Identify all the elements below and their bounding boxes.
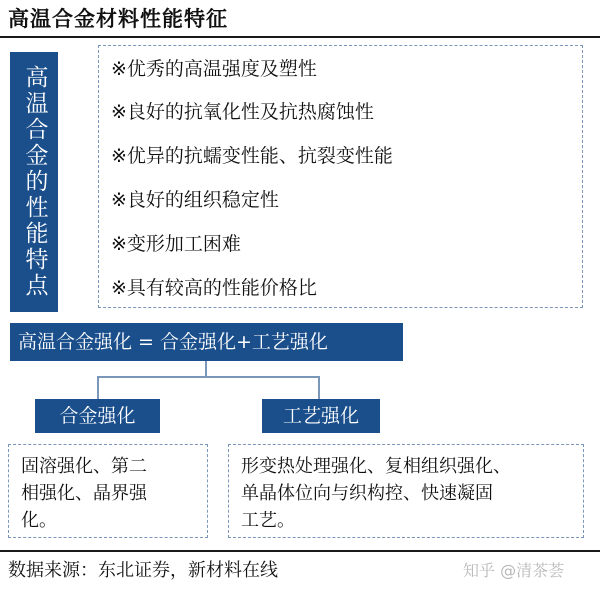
vertical-label-text: 高温合金的性能特点 bbox=[21, 65, 48, 299]
source-note: 数据来源：东北证券，新材料在线 bbox=[8, 560, 278, 581]
feature-item: ※优秀的高温强度及塑性 bbox=[111, 58, 317, 80]
features-box bbox=[98, 45, 583, 308]
process-strengthening-details bbox=[228, 444, 584, 538]
alloy-strengthening-details bbox=[8, 444, 208, 538]
detail-line: 相强化、晶界强 bbox=[21, 483, 147, 504]
footer-divider bbox=[0, 550, 600, 552]
page-title: 高温合金材料性能特征 bbox=[8, 7, 228, 31]
connector-left-drop bbox=[97, 376, 99, 399]
feature-item: ※良好的组织稳定性 bbox=[111, 189, 279, 211]
feature-item: ※优异的抗蠕变性能、抗裂变性能 bbox=[111, 145, 393, 167]
connector-right-drop bbox=[318, 376, 320, 399]
connector-stem bbox=[205, 361, 207, 376]
watermark: 知乎 @清茶荟 bbox=[463, 561, 565, 580]
detail-line: 单晶体位向与织构控、快速凝固 bbox=[241, 483, 493, 504]
detail-line: 工艺。 bbox=[241, 510, 295, 531]
connector-crossbar bbox=[97, 376, 319, 378]
vertical-category-label bbox=[10, 52, 58, 312]
feature-item: ※具有较高的性能价格比 bbox=[111, 277, 317, 299]
feature-item: ※变形加工困难 bbox=[111, 233, 241, 255]
detail-line: 化。 bbox=[21, 510, 57, 531]
title-divider bbox=[0, 36, 600, 38]
detail-line: 形变热处理强化、复相组织强化、 bbox=[241, 456, 511, 477]
formula-bar: 高温合金强化 = 合金强化+工艺强化 bbox=[10, 323, 403, 361]
feature-item: ※良好的抗氧化性及抗热腐蚀性 bbox=[111, 101, 374, 123]
process-strengthening-heading: 工艺强化 bbox=[262, 399, 380, 433]
detail-line: 固溶强化、第二 bbox=[21, 456, 147, 477]
alloy-strengthening-heading: 合金强化 bbox=[35, 399, 160, 433]
